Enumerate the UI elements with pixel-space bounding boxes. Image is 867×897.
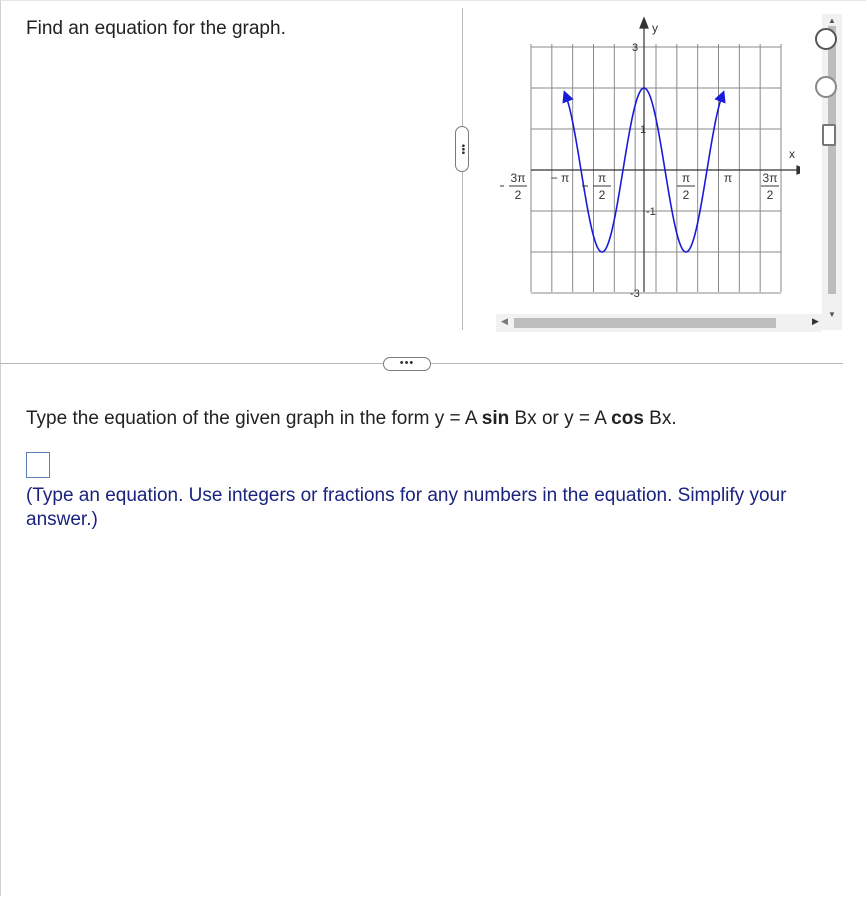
question-sin: sin (481, 408, 510, 429)
horizontal-scroll-thumb[interactable] (514, 318, 776, 328)
scroll-up-icon[interactable]: ▲ (828, 16, 836, 25)
x-tick-denominator: 2 (514, 188, 522, 202)
scroll-right-icon[interactable]: ▶ (812, 316, 819, 326)
x-tick-label (761, 171, 779, 202)
horizontal-resize-grip[interactable]: ••• (383, 357, 431, 371)
x-axis-arrow (797, 166, 800, 174)
scroll-left-icon[interactable]: ◀ (501, 316, 508, 326)
x-tick-numerator: π (597, 171, 607, 185)
question-text (26, 408, 677, 430)
grid-lines (531, 44, 781, 293)
x-axis-label: x (789, 147, 795, 161)
question-suffix: Bx. (643, 408, 677, 429)
x-tick-numerator: 3π (510, 171, 526, 185)
horizontal-scrollbar[interactable] (496, 314, 822, 332)
y-axis-arrow (640, 18, 648, 28)
question-middle: Bx or y = A (509, 408, 612, 429)
y-tick-label-neg1: -1 (646, 206, 656, 218)
y-tick-label-3: 3 (632, 42, 639, 54)
y-axis-label: y (652, 21, 658, 35)
zoom-in-icon[interactable] (815, 28, 837, 50)
x-tick-label (551, 171, 570, 185)
sinusoid-graph (500, 10, 800, 310)
x-tick-label (724, 171, 732, 185)
x-tick-labels (500, 171, 779, 202)
x-tick-denominator: 2 (682, 188, 690, 202)
axes (531, 18, 800, 292)
vertical-scroll-thumb[interactable] (828, 26, 836, 294)
y-tick-label-1: 1 (640, 124, 647, 136)
x-tick-label (677, 171, 695, 202)
y-tick-label-neg3: -3 (630, 288, 640, 300)
x-tick-denominator: 2 (598, 188, 606, 202)
hint-text: (Type an equation. Use integers or fractions for any numbers in the equation. Simplify your answer.) (26, 485, 787, 530)
x-tick-value: π (723, 171, 733, 185)
zoom-out-icon[interactable] (815, 76, 837, 98)
x-tick-label (500, 171, 527, 202)
answer-input[interactable] (26, 452, 50, 478)
x-tick-numerator: π (681, 171, 691, 185)
question-cos: cos (611, 408, 644, 429)
vertical-scrollbar[interactable] (822, 14, 842, 330)
x-tick-numerator: 3π (762, 171, 778, 185)
x-tick-denominator: 2 (766, 188, 774, 202)
x-tick-value: − π (550, 171, 570, 185)
expand-icon[interactable] (822, 124, 836, 146)
scroll-down-icon[interactable]: ▼ (828, 310, 836, 319)
question-prefix: Type the equation of the given graph in the form y = A (26, 408, 482, 429)
prompt-text: Find an equation for the graph. (26, 18, 286, 39)
vertical-resize-grip[interactable]: ••• (455, 126, 469, 172)
